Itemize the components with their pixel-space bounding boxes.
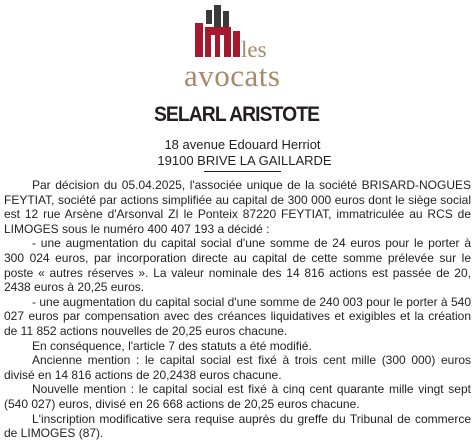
- paragraph-registration: L'inscription modificative sera requise auprès du greffe du Tribunal de commerce de LIMOGES (87).: [4, 411, 471, 441]
- logo-text-les: les: [241, 37, 267, 62]
- address-line-2: 19100 BRIVE LA GAILLARDE: [157, 153, 332, 168]
- paragraph-new-mention: Nouvelle mention : le capital social est fixé à cinq cent quarante mille vingt sept (540 027) euros, divisé en 26 668 actions de 20,25 euros chacune.: [4, 382, 471, 411]
- logo-text-avocats: avocats: [184, 58, 281, 93]
- paragraph-decision: Par décision du 05.04.2025, l'associée unique de la société BRISARD-NOGUES FEYTIAT, société par actions simplifiée au capital de 300 000 euros dont le siège social est 12 rue Arsène d'Arsonval ZI le Ponteix 87220 FEYTIAT, immatriculée au RCS de LIMOGES sous le numéro 400 407 193 a décidé :: [4, 178, 471, 236]
- paragraph-increase-2: - une augmentation du capital social d'une somme de 240 003 pour le porter à 540 027 euros par compensation avec des créances liquidatives et exigibles et la création de 11 852 actions nouvelles de 20,25 euros chacune.: [4, 294, 471, 338]
- divider: [204, 171, 281, 172]
- paragraph-old-mention: Ancienne mention : le capital social est fixé à trois cent mille (300 000) euros divisé en 14 816 actions de 20,2438 euros chacune.: [4, 353, 471, 382]
- address-line-1: 18 avenue Edouard Herriot: [164, 137, 321, 152]
- notice-body: [4, 178, 471, 441]
- company-name: SELARL ARISTOTE: [153, 103, 320, 126]
- paragraph-consequence: En conséquence, l'article 7 des statuts a été modifié.: [32, 338, 312, 353]
- paragraph-increase-1: - une augmentation du capital social d'une somme de 24 euros pour le porter à 300 024 euros, par incorporation directe au capital de cette somme prélevée sur le poste « autres réserves ». La valeur nominale des 14 816 actions est passée de 20, 2438 euros à 20,25 euros.: [4, 236, 471, 295]
